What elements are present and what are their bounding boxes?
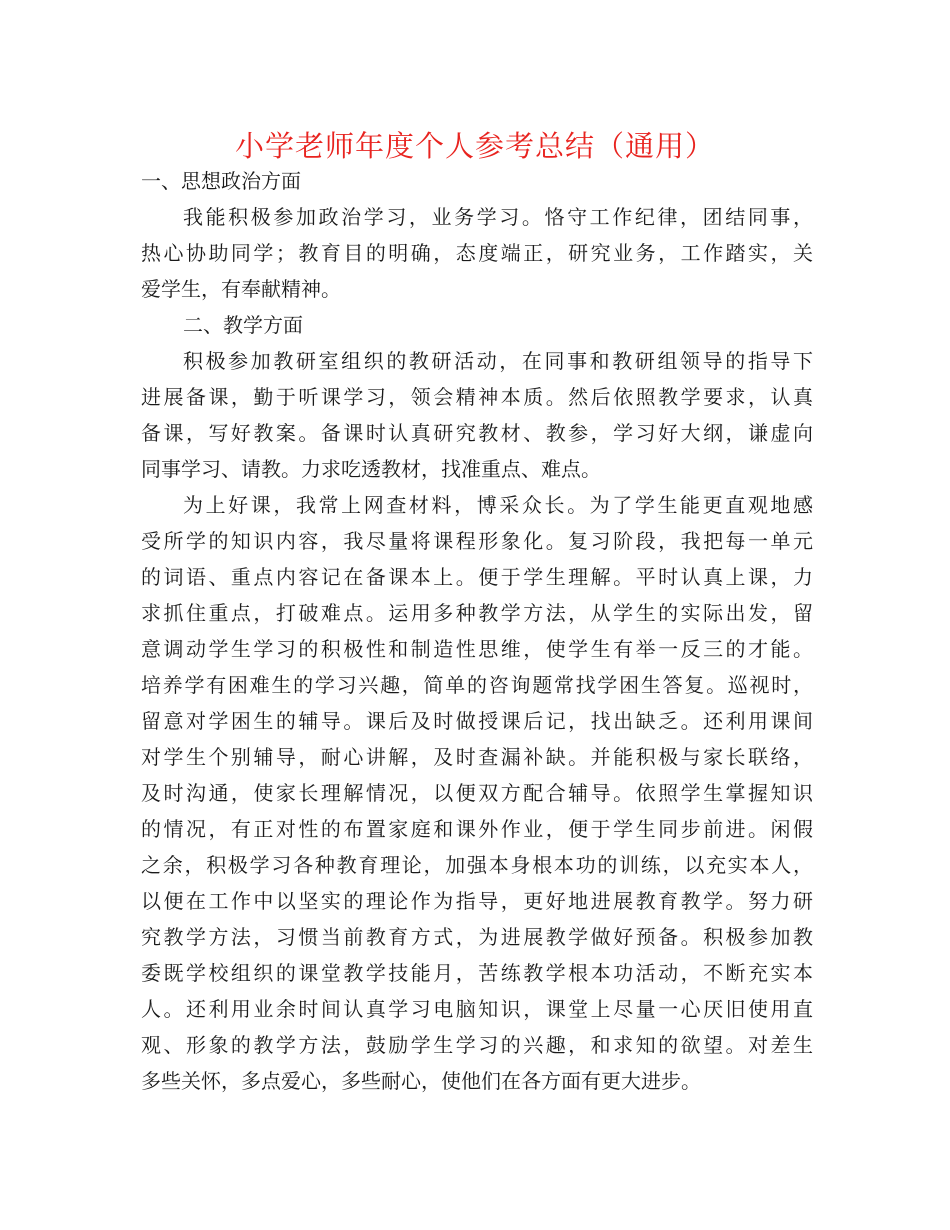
paragraph-line: 留意对学困生的辅导。课后及时做授课后记，找出缺乏。还利用课间	[141, 709, 813, 733]
paragraph-line: 我能积极参加政治学习，业务学习。恪守工作纪律，团结同事，	[183, 205, 813, 229]
paragraph-line: 人。还利用业余时间认真学习电脑知识，课堂上尽量一心厌旧使用直	[141, 997, 813, 1021]
paragraph-line: 及时沟通，使家长理解情况，以便双方配合辅导。依照学生掌握知识	[141, 781, 813, 805]
paragraph-line: 进展备课，勤于听课学习，领会精神本质。然后依照教学要求，认真	[141, 385, 813, 409]
paragraph-line: 培养学有困难生的学习兴趣，简单的咨询题常找学困生答复。巡视时，	[141, 673, 813, 697]
paragraph-line: 对学生个别辅导，耐心讲解，及时查漏补缺。并能积极与家长联络，	[141, 745, 813, 769]
section-heading: 一、思想政治方面	[141, 169, 301, 193]
paragraph-line: 备课，写好教案。备课时认真研究教材、教参，学习好大纲，谦虚向	[141, 421, 813, 445]
paragraph-line: 热心协助同学；教育目的明确，态度端正，研究业务，工作踏实，关	[141, 241, 813, 265]
paragraph-line: 求抓住重点，打破难点。运用多种教学方法，从学生的实际出发，留	[141, 601, 813, 625]
paragraph-line: 多些关怀，多点爱心，多些耐心，使他们在各方面有更大进步。	[141, 1069, 701, 1093]
paragraph-line: 意调动学生学习的积极性和制造性思维，使学生有举一反三的才能。	[141, 637, 813, 661]
paragraph-line: 爱学生，有奉献精神。	[141, 277, 341, 301]
paragraph-line: 的情况，有正对性的布置家庭和课外作业，便于学生同步前进。闲假	[141, 817, 813, 841]
paragraph-line: 委既学校组织的课堂教学技能月，苦练教学根本功活动，不断充实本	[141, 961, 813, 985]
paragraph-line: 为上好课，我常上网查材料，博采众长。为了学生能更直观地感	[183, 493, 813, 517]
paragraph-line: 观、形象的教学方法，鼓励学生学习的兴趣，和求知的欲望。对差生	[141, 1033, 813, 1057]
paragraph-line: 之余，积极学习各种教育理论，加强本身根本功的训练，以充实本人，	[141, 853, 813, 877]
document-title: 小学老师年度个人参考总结（通用）	[234, 129, 715, 163]
paragraph-line: 以便在工作中以坚实的理论作为指导，更好地进展教育教学。努力研	[141, 889, 813, 913]
section-heading: 二、教学方面	[183, 313, 303, 337]
paragraph-line: 受所学的知识内容，我尽量将课程形象化。复习阶段，我把每一单元	[141, 529, 813, 553]
paragraph-line: 的词语、重点内容记在备课本上。便于学生理解。平时认真上课，力	[141, 565, 813, 589]
document-body	[141, 163, 813, 1099]
paragraph-line: 究教学方法，习惯当前教育方式，为进展教学做好预备。积极参加教	[141, 925, 813, 949]
paragraph-line: 积极参加教研室组织的教研活动，在同事和教研组领导的指导下	[183, 349, 813, 373]
paragraph-line: 同事学习、请教。力求吃透教材，找准重点、难点。	[141, 457, 601, 481]
